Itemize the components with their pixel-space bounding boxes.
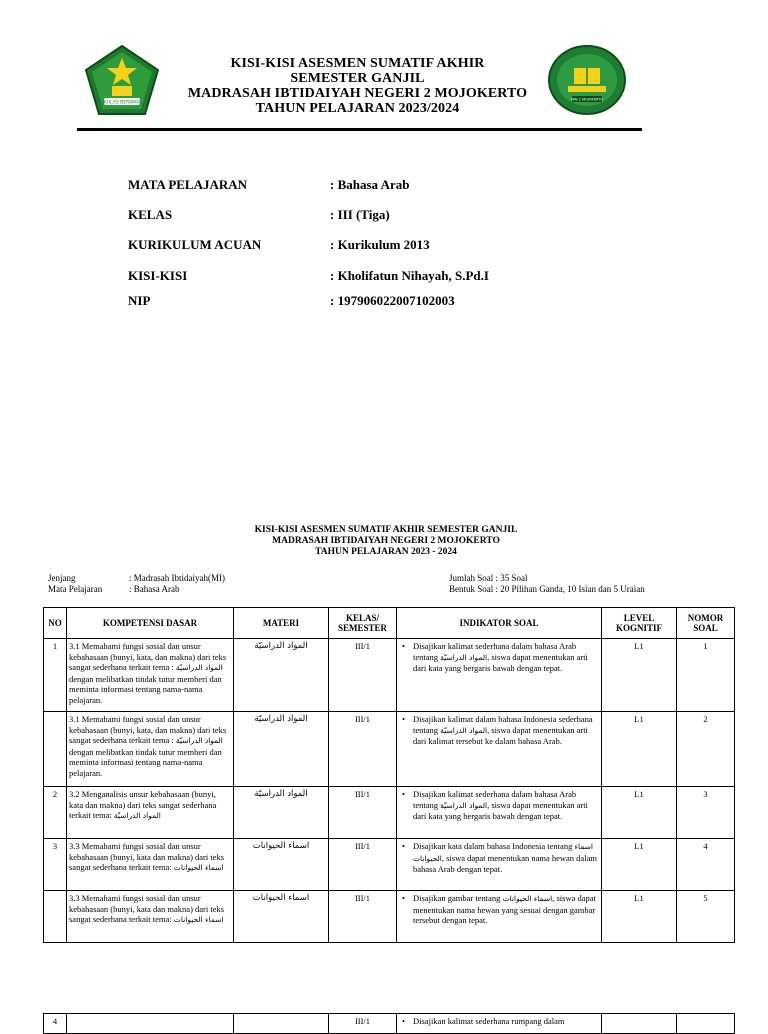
cell-nomor: 1: [677, 639, 735, 712]
cell-nomor: 3: [677, 787, 735, 839]
info-value-nip: : 197906022007102003: [330, 293, 455, 308]
section2-title: [200, 525, 572, 558]
cell-level: L1: [602, 639, 677, 712]
info-label-kisi: KISI-KISI: [128, 268, 188, 283]
cell-kd: [67, 839, 234, 891]
cell-kelas: III/1: [329, 891, 397, 943]
section2-title-3: TAHUN PELAJARAN 2023 - 2024: [315, 547, 457, 557]
kemenag-logo-text: IKHLAS BERAMAL: [102, 100, 142, 106]
ind-text: Disajikan kalimat sederhana dalam bahasa Arab tentang: [413, 641, 577, 662]
cell-kelas: III/1: [329, 639, 397, 712]
ind-arab: اسماء الحيوانات: [413, 842, 593, 863]
cell-level: L1: [602, 712, 677, 787]
info-label-mapel: MATA PELAJARAN: [128, 177, 248, 192]
jenjang-value: : Madrasah Ibtidaiyah(MI): [129, 573, 225, 583]
header-nomor: NOMOR SOAL: [677, 608, 735, 639]
cell-indikator: [397, 787, 602, 839]
header-line-2: SEMESTER GANJIL: [290, 71, 425, 86]
cell-no: 2: [44, 787, 67, 839]
ind-text: Disajikan kalimat dalam bahasa Indonesia sederhana tentang: [413, 714, 593, 735]
header-level: LEVEL KOGNITIF: [602, 608, 677, 639]
kd-arab: المواد الدراسيّة: [113, 811, 161, 820]
cell-no: [44, 712, 67, 787]
header-indikator: INDIKATOR SOAL: [397, 608, 602, 639]
bentuk-soal: Bentuk Soal : 20 Pilihan Ganda, 10 Isian dan 5 Uraian: [449, 584, 645, 594]
cell-level: L1: [602, 787, 677, 839]
table-header-row: [44, 608, 735, 639]
kd-text-tail: dengan melibatkan tindak tutur memberi dan meminta informasi tentang nama-nama pelajaran.: [69, 746, 222, 778]
cell-materi: المواد الدراسيّة: [234, 639, 329, 712]
header-divider: [77, 128, 642, 131]
cell-kelas: III/1: [329, 1014, 397, 1034]
min-2-mojokerto-logo-text: MIN 2 MOJOKERTO: [570, 97, 604, 102]
header-line-4: TAHUN PELAJARAN 2023/2024: [255, 101, 460, 116]
info-label-kurikulum: KURIKULUM ACUAN: [128, 237, 262, 252]
cell-indikator: [397, 839, 602, 891]
jumlah-soal: Jumlah Soal : 35 Soal: [449, 573, 528, 583]
kd-arab: المواد الدراسيّة: [175, 736, 223, 745]
table-row: [44, 839, 735, 891]
cell-indikator: [397, 891, 602, 943]
table-row: [44, 639, 735, 712]
table-row: [44, 787, 735, 839]
cell-kd: [67, 639, 234, 712]
ind-arab: المواد الدراسيّة: [440, 725, 488, 735]
cell-indikator: [397, 712, 602, 787]
ind-text: Disajikan kalimat sederhana rumpang dalam: [413, 1016, 565, 1026]
bullet-icon: •: [402, 714, 405, 724]
ind-arab: اسماء الحيوانات: [502, 894, 553, 903]
header-title: [170, 56, 545, 116]
cell-no: 1: [44, 639, 67, 712]
mapel-label: Mata Pelajaran: [48, 584, 103, 594]
header-line-3: MADRASAH IBTIDAIYAH NEGERI 2 MOJOKERTO: [187, 86, 528, 101]
bullet-icon: •: [402, 789, 405, 799]
info-value-kelas: : III (Tiga): [330, 207, 390, 222]
kd-text: 3.3 Memahami fungsi sosial dan unsur kebahasaan (bunyi, kata dan makna) dari teks sangat sederhana terkait tema:: [69, 841, 225, 872]
ind-text: Disajikan kalimat sederhana dalam bahasa Arab tentang: [413, 789, 577, 810]
cell-indikator: [397, 639, 602, 712]
header-kelas: KELAS/ SEMESTER: [329, 608, 397, 639]
kd-arab: اسماء الحيوانات: [173, 915, 224, 924]
ind-text: Disajikan gambar tentang: [413, 893, 503, 903]
bullet-icon: •: [402, 893, 405, 903]
cell-nomor: 2: [677, 712, 735, 787]
cell-no: 3: [44, 839, 67, 891]
info-value-kisi: : Kholifatun Nihayah, S.Pd.I: [330, 268, 489, 283]
ind-arab: المواد الدراسيّة: [440, 800, 488, 810]
cell-kelas: III/1: [329, 787, 397, 839]
cell-level: L1: [602, 839, 677, 891]
header-kd: KOMPETENSI DASAR: [67, 608, 234, 639]
min-2-mojokerto-logo: [546, 44, 628, 116]
kisi-table: [43, 607, 735, 943]
cell-no: 4: [44, 1014, 67, 1034]
ind-text-tail: , siswa dapat menentukan arti dari kalimat tersebut ke dalam bahasa Arab.: [413, 724, 588, 746]
kd-arab: المواد الدراسيّة: [175, 663, 223, 672]
cell-materi: المواد الدراسيّة: [234, 787, 329, 839]
ind-text-tail: , siswa dapat menentukan nama hewan dalam bahasa Arab dengan tepat.: [413, 852, 597, 874]
info-value-kurikulum: : Kurikulum 2013: [330, 237, 430, 252]
cell-materi: اسماء الحيوانات: [234, 839, 329, 891]
kd-text: 3.2 Menganalisis unsur kebahasaan (bunyi, kata dan makna) dari teks sangat sederhana terkait tema:: [69, 789, 217, 820]
cell-kelas: III/1: [329, 839, 397, 891]
kd-text: 3.1 Memahami fungsi sosial dan unsur kebahasaan (bunyi, kata, dan makna) dari teks sangat sederhana terkait tema :: [69, 714, 227, 745]
ind-arab: المواد الدراسيّة: [440, 652, 488, 662]
section2-title-1: KISI-KISI ASESMEN SUMATIF AKHIR SEMESTER GANJIL: [254, 525, 518, 535]
info-value-mapel: : Bahasa Arab: [330, 177, 410, 192]
kd-arab: اسماء الحيوانات: [173, 863, 224, 872]
header-line-1: KISI-KISI ASESMEN SUMATIF AKHIR: [230, 56, 485, 71]
jenjang-label: Jenjang: [48, 573, 76, 583]
cell-no: [44, 891, 67, 943]
cell-materi: اسماء الحيوانات: [234, 891, 329, 943]
ind-text-tail: , siswa dapat menentukan arti dari kata yang bergaris bawah dengan tepat.: [413, 651, 588, 673]
info-label-nip: NIP: [128, 293, 151, 308]
ind-text: Disajikan kata dalam bahasa Indonesia tentang: [413, 841, 575, 851]
bullet-icon: •: [402, 841, 405, 851]
bullet-icon: •: [402, 1016, 405, 1026]
cell-nomor: 5: [677, 891, 735, 943]
cell-kd: [67, 787, 234, 839]
bullet-icon: •: [402, 641, 405, 651]
section2-title-2: MADRASAH IBTIDAIYAH NEGERI 2 MOJOKERTO: [272, 536, 500, 546]
kd-text: 3.3 Memahami fungsi sosial dan unsur kebahasaan (bunyi, kata dan makna) dari teks sangat sederhana terkait tema:: [69, 893, 225, 924]
mapel-value: : Bahasa Arab: [129, 584, 180, 594]
header-materi: MATERI: [234, 608, 329, 639]
kemenag-logo: [82, 44, 162, 116]
cell-materi: المواد الدراسيّة: [234, 712, 329, 787]
table-row: [44, 712, 735, 787]
cell-kd: [67, 712, 234, 787]
cell-nomor: 4: [677, 839, 735, 891]
table-row: [44, 891, 735, 943]
kd-text-tail: dengan melibatkan tindak tutur memberi dan meminta informasi tentang nama-nama pelajaran.: [69, 673, 222, 705]
ind-text-tail: , siswa dapat menentukan nama hewan yang sesuai dengan gambar tersebut dengan tepat.: [413, 893, 596, 925]
info-label-kelas: KELAS: [128, 207, 173, 222]
cell-level: L1: [602, 891, 677, 943]
cell-kd: [67, 891, 234, 943]
kd-text: 3.1 Memahami fungsi sosial dan unsur kebahasaan (bunyi, kata, dan makna) dari teks sangat sederhana terkait tema :: [69, 641, 227, 672]
header-no: NO: [44, 608, 67, 639]
ind-text-tail: , siswa dapat menentukan arti dari kata yang bergaris bawah dengan tepat.: [413, 799, 588, 821]
cell-kelas: III/1: [329, 712, 397, 787]
